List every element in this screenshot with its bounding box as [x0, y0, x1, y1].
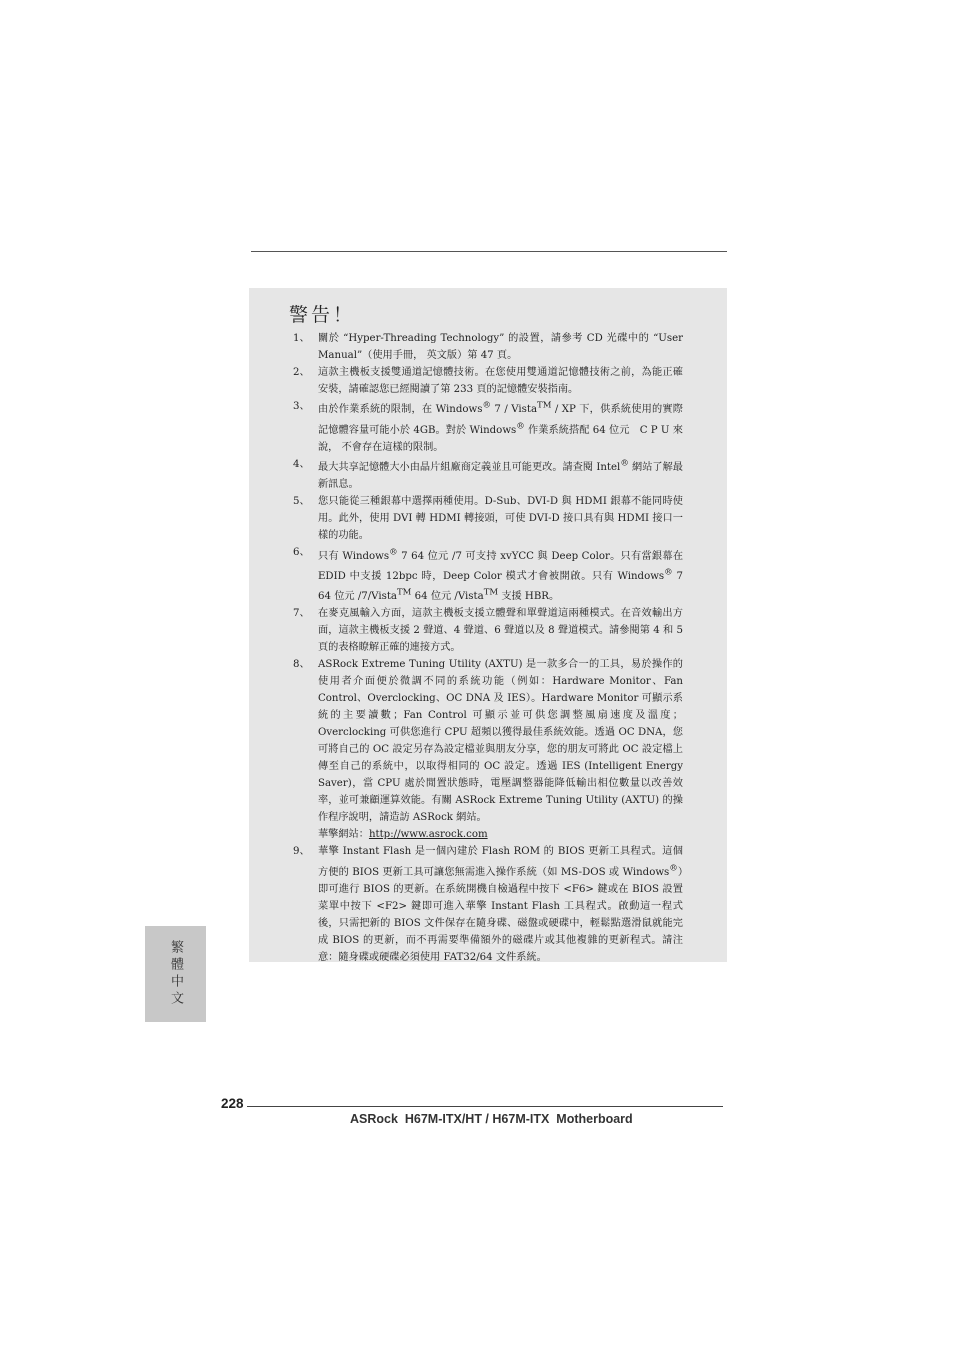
warning-title: 警告！ [289, 304, 356, 326]
footer-title: ASRock H67M-ITX/HT / H67M-ITX Motherboard [350, 1112, 633, 1126]
list-item-text: 最大共享記憶體大小由晶片組廠商定義並且可能更改。請查閱 Intel® 網站了解最新訊息。 [318, 458, 683, 491]
list-item-number: 1、 [293, 333, 310, 344]
list-item-text: 只有 Windows® 7 64 位元 /7 可支持 xvYCC 與 Deep Color。只有當銀幕在 EDID 中支援 12bpc 時，Deep Color 模式才會被開啟。只有 Windows® 7 64 位元 /7/Vista™ 64 位元 /Vista™ 支援 HBR。 [318, 547, 684, 603]
list-item [249, 456, 727, 493]
list-item-number: 6、 [293, 547, 310, 559]
list-item [249, 330, 727, 364]
list-item [249, 843, 727, 965]
list-item-text: 華擎 Instant Flash 是一個內建於 Flash ROM 的 BIOS 更新工具程式。這個方便的 BIOS 更新工具可讓您無需進入操作系統（如 MS-DOS 或 Windows®）即可進行 BIOS 的更新。在系統開機自檢過程中按下 <F6> 鍵或在 BIOS 設置菜單中按下 <F2> 鍵即可進入華擎 Instant Flash 工具程式。啟動這一程式後，只需把新的 BIOS 文件保存在隨身碟、磁盤或硬碟中，輕鬆點選滑鼠就能完成 BIOS 的更新，而不再需要準備額外的磁碟片或其他複雜的更新程式。請注意：隨身碟或硬碟必須使用 FAT32/64 文件系統。 [318, 846, 683, 963]
list-item [249, 364, 727, 398]
top-divider [251, 251, 727, 252]
page-number: 228 [221, 1096, 244, 1111]
list-item [249, 493, 727, 544]
list-item-text: 由於作業系統的限制，在 Windows® 7 / Vista™ / XP 下，供系統使用的實際記憶體容量可能小於 4GB。對於 Windows® 作業系統搭配 64 位元 C P U 來說， 不會存在這樣的限制。 [318, 401, 683, 453]
list-item-number: 3、 [293, 401, 310, 412]
list-item [249, 544, 727, 605]
list-item [249, 656, 727, 843]
footer-divider [247, 1106, 723, 1107]
list-item-number: 7、 [293, 608, 310, 620]
language-tab [145, 926, 206, 1022]
list-item-text: 關於 “Hyper-Threading Technology” 的設置，請參考 CD 光碟中的 “User Manual”（使用手冊， 英文版）第 47 頁。 [318, 333, 683, 361]
warning-list [249, 330, 727, 966]
list-item-text: 在麥克風輸入方面，這款主機板支援立體聲和單聲道這兩種模式。在音效輸出方面，這款主機板支援 2 聲道、4 聲道、6 聲道以及 8 聲道模式。請參閱第 4 和 5 頁的表格瞭解正確的連接方式。 [318, 608, 683, 654]
warning-box [249, 288, 727, 962]
language-tab-label: 繁體中文 [168, 940, 183, 1008]
list-item-number: 9、 [293, 846, 310, 858]
list-item-number: 4、 [293, 458, 310, 470]
list-item [249, 398, 727, 456]
list-item-text: 這款主機板支援雙通道記憶體技術。在您使用雙通道記憶體技術之前，為能正確安裝，請確認您已經閱讀了第 233 頁的記憶體安裝指南。 [318, 367, 683, 395]
list-item [249, 605, 727, 656]
list-item-text: ASRock Extreme Tuning Utility (AXTU) 是一款多合一的工具，易於操作的使用者介面便於微調不同的系統功能（例如：Hardware Monitor、Fan Control、Overclocking、OC DNA 及 IES）。Hardware Monitor 可顯示系統的主要讀數；Fan Control 可顯示並可供您調整風扇速度及溫度；Overclocking 可供您進行 CPU 超頻以獲得最佳系統效能。透過 OC DNA，您可將自己的 OC 設定另存為設定檔並與朋友分享，您的朋友可將此 OC 設定檔上傳至自己的系統中，以取得相同的 OC 設定。透過 IES (Intelligent Energy Saver)，當 CPU 處於閒置狀態時，電壓調整器能降低輸出相位數量以改善效率，並可兼顧運算效能。有關 ASRock Extreme Tuning Utility (AXTU) 的操作程序說明，請造訪 ASRock 網站。 華擎網站：http://www.asrock.com [318, 659, 683, 841]
list-item-number: 2、 [293, 367, 310, 378]
list-item-text: 您只能從三種銀幕中選擇兩種使用。D-Sub、DVI-D 與 HDMI 銀幕不能同時使用。此外，使用 DVI 轉 HDMI 轉接頭，可使 DVI-D 接口具有與 HDMI 接口一樣的功能。 [318, 496, 683, 542]
list-item-number: 8、 [293, 659, 310, 671]
list-item-number: 5、 [293, 496, 310, 508]
